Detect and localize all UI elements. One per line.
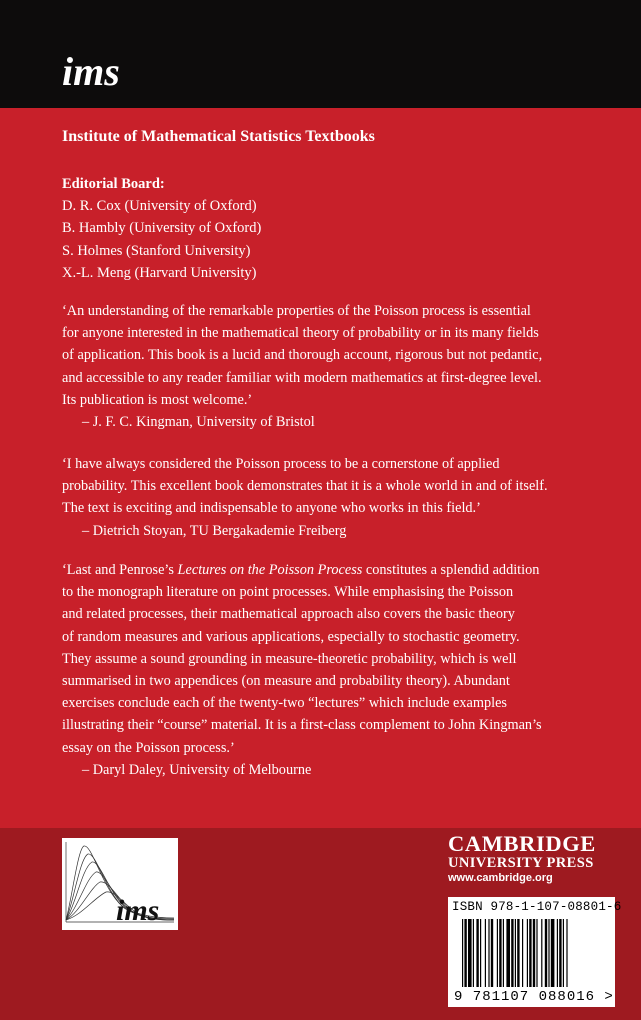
publisher-url: www.cambridge.org (448, 872, 553, 884)
barcode-bar (533, 919, 535, 987)
barcode-bar (503, 919, 504, 987)
board-member: X.-L. Meng (Harvard University) (62, 264, 257, 281)
barcode-bar (499, 919, 501, 987)
quote-line: They assume a sound grounding in measure-theoretic probability, which is well (62, 650, 517, 667)
ims-badge-text: ims (116, 894, 160, 927)
barcode-bar (517, 919, 519, 987)
quote-line: exercises conclude each of the twenty-two “lectures” which include examples (62, 695, 507, 712)
publisher-logo (448, 833, 618, 886)
quote-line: and accessible to any reader familiar with modern mathematics at first-degree level. (62, 369, 542, 386)
barcode-bar (566, 919, 567, 987)
barcode-bar (536, 919, 537, 987)
quote-line: probability. This excellent book demonstrates that it is a whole world in and of itself. (62, 478, 548, 495)
editorial-board-heading: Editorial Board: (62, 176, 165, 192)
density-curves-icon (62, 838, 178, 930)
barcode-bar (464, 919, 466, 987)
barcode-bar (548, 919, 549, 987)
quote-line: ‘I have always considered the Poisson process to be a cornerstone of applied (62, 456, 500, 472)
quote-line: essay on the Poisson process.’ (62, 739, 235, 756)
quote-line: illustrating their “course” material. It is a first-class complement to John Kingman’s (62, 717, 542, 734)
barcode-bar (488, 919, 489, 987)
barcode-bar (473, 919, 474, 987)
barcode-bar (527, 919, 528, 987)
quote-line: ‘An understanding of the remarkable properties of the Poisson process is essential (62, 303, 531, 319)
quote-attribution: – Daryl Daley, University of Melbourne (82, 761, 312, 778)
barcode-bar (551, 919, 555, 987)
barcode-bar (541, 919, 542, 987)
publisher-press: UNIVERSITY PRESS (448, 855, 594, 871)
series-title: Institute of Mathematical Statistics Textbooks (62, 128, 375, 145)
barcode-bar (476, 919, 478, 987)
quote-attribution: – Dietrich Stoyan, TU Bergakademie Freiberg (82, 522, 347, 539)
quote-line: summarised in two appendices (on measure and probability theory). Abundant (62, 673, 510, 690)
barcode-bar (557, 919, 558, 987)
quote-line: and related processes, their mathematical approach also covers the basic theory (62, 606, 515, 623)
barcode-bar (468, 919, 472, 987)
quote-daley (62, 559, 542, 781)
barcode-bar (511, 919, 513, 987)
quote-line: of random measures and various applications, especially to stochastic geometry. (62, 628, 520, 645)
board-member: S. Holmes (Stanford University) (62, 242, 251, 259)
publisher-name: CAMBRIDGE (448, 831, 596, 856)
isbn-label: ISBN 978-1-107-08801-6 (452, 900, 622, 914)
quote-kingman (62, 300, 542, 433)
isbn-barcode (448, 897, 622, 1007)
barcode-bar (559, 919, 561, 987)
board-member: D. R. Cox (University of Oxford) (62, 198, 257, 215)
barcode-bar (506, 919, 510, 987)
quote-line: The text is exciting and indispensable to anyone who works in this field.’ (62, 500, 481, 517)
barcode-bar (563, 919, 564, 987)
barcode-bar (522, 919, 523, 987)
barcode-bar (515, 919, 516, 987)
barcode-bar (485, 919, 486, 987)
barcode-bar (491, 919, 493, 987)
barcode-bar (497, 919, 498, 987)
quote-line: of application. This book is a lucid and thorough account, rigorous but not pedantic, (62, 347, 543, 364)
editorial-board (62, 173, 261, 284)
board-member: B. Hambly (University of Oxford) (62, 220, 262, 237)
quote-line: Its publication is most welcome.’ (62, 391, 253, 408)
quote-line: for anyone interested in the mathematical theory of probability or in its many fields (62, 325, 539, 342)
barcode-bar (480, 919, 481, 987)
barcode-bar (545, 919, 547, 987)
ims-logo: ims (62, 49, 120, 94)
quote-line: to the monograph literature on point processes. While emphasising the Poisson (62, 584, 514, 601)
barcode-bar (462, 919, 463, 987)
quote-line: ‘Last and Penrose’s Lectures on the Poisson Process constitutes a splendid addition (62, 562, 540, 578)
quote-stoyan (62, 453, 548, 542)
quote-attribution: – J. F. C. Kingman, University of Bristol (82, 414, 315, 431)
barcode-bar (529, 919, 531, 987)
ims-badge-logo (62, 838, 178, 930)
barcode-digits: 9 781107 088016 > (454, 989, 614, 1005)
